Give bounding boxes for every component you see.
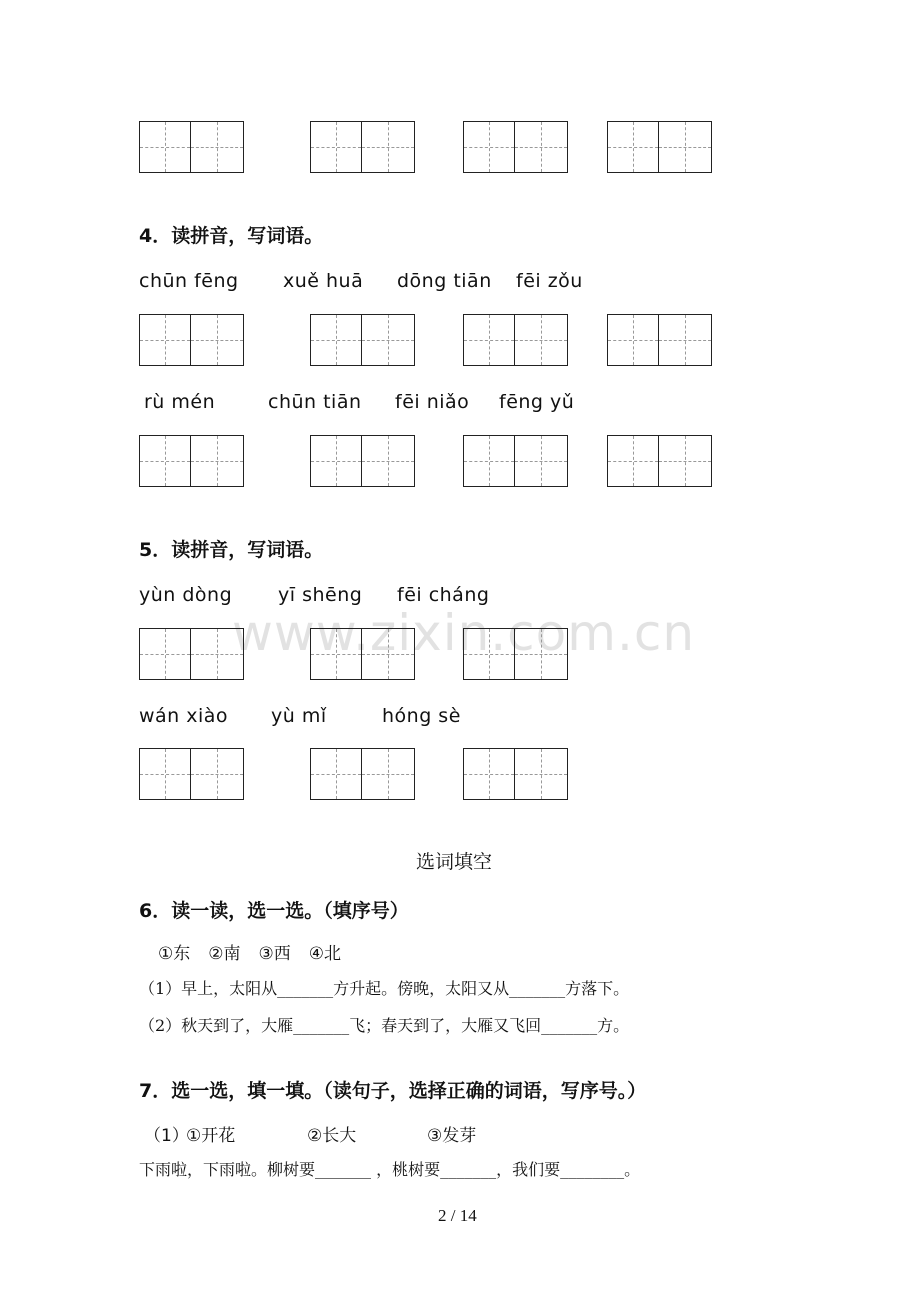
sentence: 下雨啦，下雨啦。柳树要_______ ，桃树要_______，我们要________。: [139, 1160, 641, 1179]
writing-grid[interactable]: [607, 435, 712, 487]
option-list: [158, 939, 341, 964]
writing-grid[interactable]: [607, 314, 712, 366]
pinyin: chūn tiān: [268, 391, 362, 413]
writing-grid[interactable]: [607, 121, 712, 173]
option: ②长大: [307, 1126, 357, 1146]
sentence: （2）秋天到了，大雁_______飞；春天到了，大雁又飞回_______方。: [139, 1016, 630, 1035]
writing-grid[interactable]: [139, 314, 244, 366]
writing-grid[interactable]: [139, 121, 244, 173]
writing-grid[interactable]: [310, 314, 415, 366]
pinyin: fēi zǒu: [516, 270, 583, 292]
pinyin: fēng yǔ: [499, 391, 575, 413]
watermark: www.zixin.com.cn: [232, 604, 696, 662]
option: ④北: [308, 944, 341, 964]
writing-grid[interactable]: [139, 628, 244, 680]
option: ③西: [258, 944, 291, 964]
option: ③发芽: [427, 1126, 477, 1146]
pinyin: xuě huā: [283, 270, 364, 292]
question-5-title: 5．读拼音，写词语。: [139, 539, 324, 561]
pinyin: yù mǐ: [271, 705, 327, 727]
writing-grid[interactable]: [310, 121, 415, 173]
writing-grid[interactable]: [463, 748, 568, 800]
sentence: （1）早上，太阳从_______方升起。傍晚，太阳又从_______方落下。: [139, 979, 630, 998]
pinyin: fēi niǎo: [395, 391, 470, 413]
writing-grid[interactable]: [310, 748, 415, 800]
writing-grid[interactable]: [463, 628, 568, 680]
pinyin: yùn dòng: [139, 584, 233, 606]
writing-grid[interactable]: [463, 435, 568, 487]
page-number: 2 / 14: [438, 1206, 477, 1225]
option: ①开花: [186, 1126, 236, 1146]
question-7-title: 7．选一选，填一填。（读句子，选择正确的词语，写序号。）: [139, 1080, 647, 1102]
writing-grid[interactable]: [463, 121, 568, 173]
pinyin: rù mén: [144, 391, 216, 413]
option-prefix: （1）: [144, 1126, 189, 1146]
writing-grid[interactable]: [310, 435, 415, 487]
writing-grid[interactable]: [139, 435, 244, 487]
writing-grid[interactable]: [463, 314, 568, 366]
pinyin: yī shēng: [278, 584, 363, 606]
section-title: 选词填空: [416, 851, 493, 873]
pinyin: dōng tiān: [397, 270, 492, 292]
pinyin: chūn fēng: [139, 270, 239, 292]
option: ②南: [208, 944, 241, 964]
pinyin: wán xiào: [139, 705, 229, 727]
writing-grid[interactable]: [310, 628, 415, 680]
option: ①东: [158, 944, 191, 964]
writing-grid[interactable]: [139, 748, 244, 800]
pinyin: hóng sè: [382, 705, 461, 727]
question-6-title: 6．读一读，选一选。（填序号）: [139, 900, 409, 922]
question-4-title: 4．读拼音，写词语。: [139, 225, 324, 247]
pinyin: fēi cháng: [397, 584, 490, 606]
